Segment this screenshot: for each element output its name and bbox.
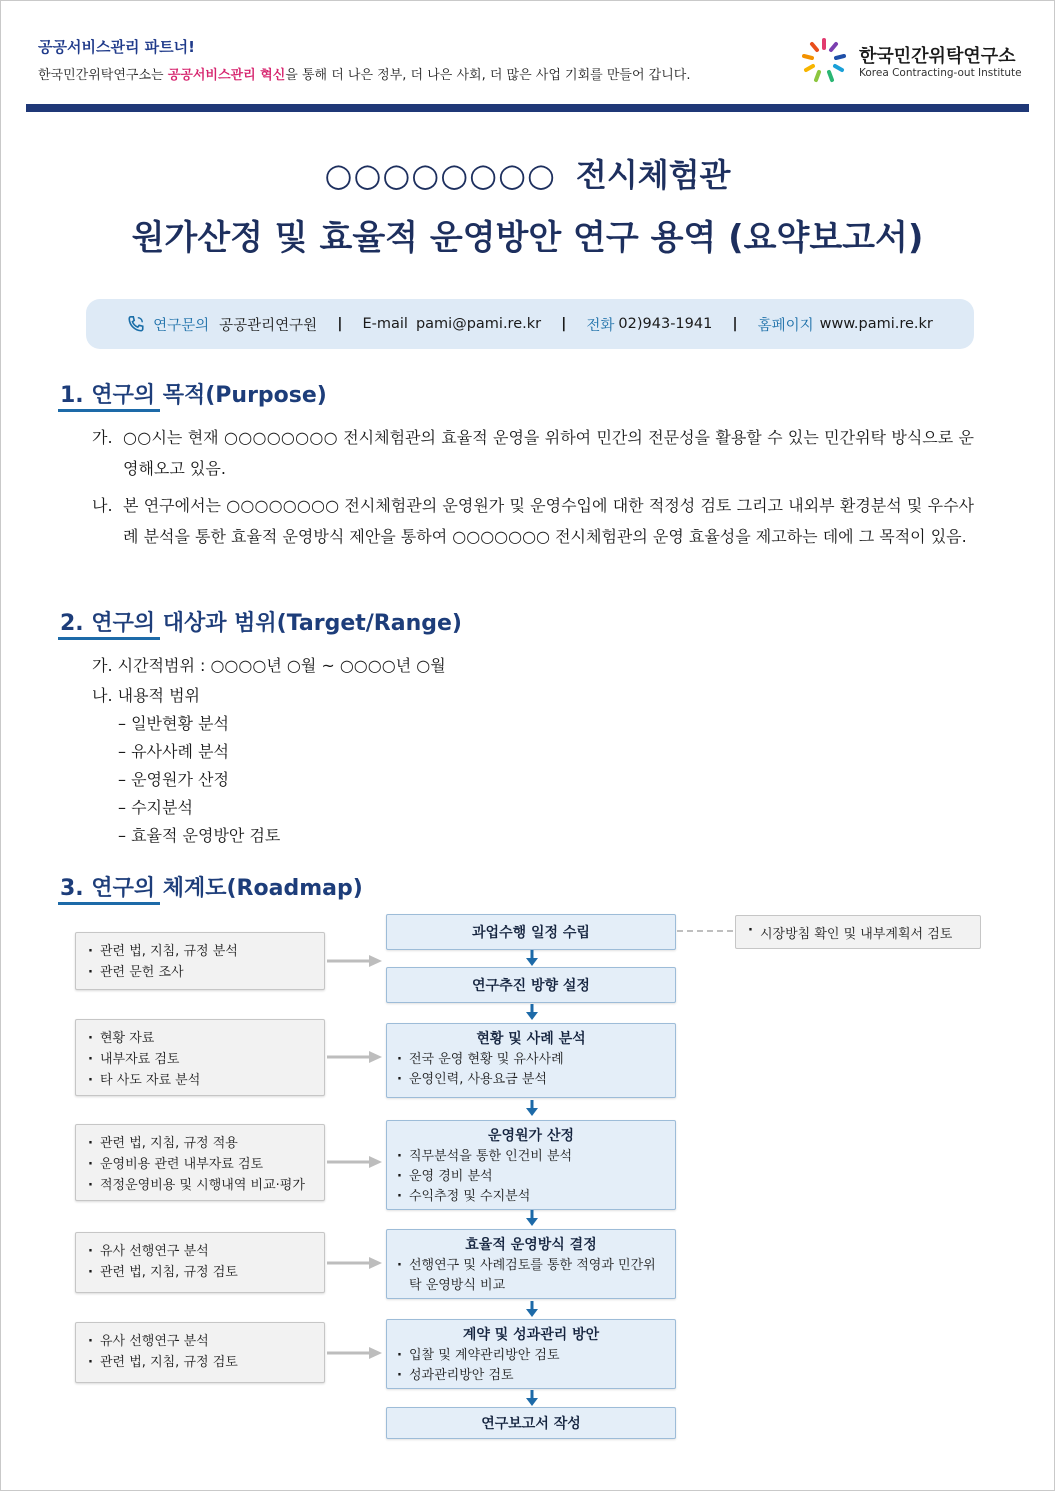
- input-item: · 유사 선행연구 분석: [86, 1241, 314, 1262]
- roadmap-input-4: [75, 1232, 325, 1293]
- desc-post: 을 통해 더 나은 정부, 더 나은 사회, 더 많은 사업 기회를 만들어 갑니다.: [285, 68, 691, 83]
- step-item: · 운영인력, 사용요금 분석: [395, 1070, 667, 1090]
- header-description: [38, 64, 690, 83]
- item-text: 본 연구에서는 ○○○○○○○○ 전시체험관의 운영원가 및 운영수입에 대한 적정성 검토 그리고 내외부 환경분석 및 우수사례 분석을 통한 효율적 운영방식 제안을 통하여 ○○○○○○○ 전시체험관의 운영 효율성을 제고하는 데에 그 목적이 있음.: [123, 496, 974, 546]
- roadmap-input-5: [75, 1322, 325, 1383]
- content-range-label: 나. 내용적 범위: [92, 686, 200, 705]
- item-text: ○○시는 현재 ○○○○○○○○ 전시체험관의 효율적 운영을 위하여 민간의 전문성을 활용할 수 있는 민간위탁 방식으로 운영해오고 있음.: [123, 428, 974, 478]
- down-arrow-icon: [524, 1390, 540, 1406]
- right-arrow-icon: [327, 1257, 382, 1269]
- phone-value: 02)943-1941: [618, 316, 713, 332]
- dashed-connector: [677, 926, 735, 936]
- header-divider-bar: [26, 104, 1029, 112]
- content-range-item: – 수지분석: [118, 798, 193, 817]
- input-item: · 관련 법, 지침, 규정 분석: [86, 941, 314, 962]
- section-2-underline: [58, 637, 160, 640]
- input-item: · 내부자료 검토: [86, 1049, 314, 1070]
- institute-logo-icon: [800, 36, 848, 84]
- phone-label: 전화: [586, 317, 615, 334]
- input-item: · 관련 법, 지침, 규정 검토: [86, 1352, 314, 1373]
- down-arrow-icon: [524, 1004, 540, 1020]
- input-item: · 현황 자료: [86, 1028, 314, 1049]
- inquiry-label: 연구문의: [153, 317, 210, 334]
- homepage-label: 홈페이지: [757, 317, 814, 334]
- roadmap-input-1: [75, 932, 325, 990]
- content-range-item: – 일반현황 분석: [118, 714, 229, 733]
- desc-pre: 한국민간위탁연구소는: [38, 68, 168, 83]
- contact-bar: [86, 299, 974, 349]
- step-title: 과업수행 일정 수립: [472, 925, 590, 941]
- separator: |: [732, 316, 738, 332]
- phone-icon: [127, 315, 145, 333]
- step-title: 운영원가 산정: [487, 1128, 575, 1144]
- roadmap-step-2: [386, 967, 676, 1003]
- item-marker: 가.: [92, 428, 113, 447]
- step-item: · 운영 경비 분석: [395, 1167, 667, 1187]
- roadmap-step-5: [386, 1229, 676, 1299]
- email-label: E-mail: [362, 316, 408, 332]
- input-item: · 관련 문헌 조사: [86, 962, 314, 983]
- title-placeholder-circles: ○○○○○○○○: [324, 156, 556, 194]
- step-title: 연구보고서 작성: [481, 1416, 581, 1432]
- input-item: · 타 사도 자료 분석: [86, 1070, 314, 1091]
- time-range: 가. 시간적범위 : ○○○○년 ○월 ~ ○○○○년 ○월: [92, 656, 446, 675]
- step-item: · 직무분석을 통한 인건비 분석: [395, 1147, 667, 1167]
- roadmap-reference-box: [735, 915, 981, 949]
- step-title: 현황 및 사례 분석: [476, 1031, 586, 1047]
- section-1-item-a: [92, 422, 974, 484]
- right-arrow-icon: [327, 955, 382, 967]
- roadmap-step-1: [386, 914, 676, 950]
- roadmap-input-3: [75, 1124, 325, 1201]
- content-range-item: – 운영원가 산정: [118, 770, 229, 789]
- right-arrow-icon: [327, 1051, 382, 1063]
- separator: |: [337, 316, 343, 332]
- roadmap-step-6: [386, 1319, 676, 1389]
- roadmap-step-4: [386, 1120, 676, 1210]
- section-3-underline: [58, 902, 160, 905]
- section-1-title: 1. 연구의 목적(Purpose): [60, 383, 327, 408]
- content-range-item: – 유사사례 분석: [118, 742, 229, 761]
- input-item: · 관련 법, 지침, 규정 검토: [86, 1262, 314, 1283]
- step-title: 계약 및 성과관리 방안: [462, 1327, 600, 1343]
- step-item: · 입찰 및 계약관리방안 검토: [395, 1346, 667, 1366]
- title-line-1: [0, 150, 1055, 196]
- title-line-1-text: 전시체험관: [575, 156, 731, 194]
- section-2-title: 2. 연구의 대상과 범위(Target/Range): [60, 611, 462, 636]
- section-1-item-b: [92, 490, 974, 552]
- roadmap-step-3: [386, 1023, 676, 1098]
- inquiry-value: 공공관리연구원: [219, 317, 318, 334]
- title-line-2: 원가산정 및 효율적 운영방안 연구 용역 (요약보고서): [131, 218, 924, 258]
- step-item: · 성과관리방안 검토: [395, 1366, 667, 1386]
- input-item: · 적정운영비용 및 시행내역 비교·평가: [86, 1175, 314, 1196]
- input-item: · 관련 법, 지침, 규정 적용: [86, 1133, 314, 1154]
- header-tagline: 공공서비스관리 파트너!: [38, 38, 195, 56]
- roadmap-input-2: [75, 1019, 325, 1096]
- content-range-item: – 효율적 운영방안 검토: [118, 826, 281, 845]
- step-item: · 수익추정 및 수지분석: [395, 1187, 667, 1207]
- step-title: 연구추진 방향 설정: [472, 978, 590, 994]
- homepage-value[interactable]: www.pami.re.kr: [819, 316, 933, 332]
- step-title: 효율적 운영방식 결정: [465, 1237, 597, 1253]
- logo-english-name: Korea Contracting-out Institute: [859, 67, 1022, 79]
- roadmap-step-7: [386, 1407, 676, 1439]
- down-arrow-icon: [524, 1100, 540, 1116]
- desc-highlight: 공공서비스관리 혁신: [167, 68, 286, 83]
- right-arrow-icon: [327, 1156, 382, 1168]
- section-1-underline: [58, 409, 160, 412]
- step-item: · 선행연구 및 사례검토를 통한 적영과 민간위탁 운영방식 비교: [395, 1256, 667, 1296]
- down-arrow-icon: [524, 1210, 540, 1226]
- right-arrow-icon: [327, 1347, 382, 1359]
- separator: |: [561, 316, 567, 332]
- down-arrow-icon: [524, 950, 540, 966]
- item-marker: 나.: [92, 496, 113, 515]
- logo-korean-name: 한국민간위탁연구소: [859, 46, 1016, 67]
- input-item: · 운영비용 관련 내부자료 검토: [86, 1154, 314, 1175]
- input-item: · 유사 선행연구 분석: [86, 1331, 314, 1352]
- email-value[interactable]: pami@pami.re.kr: [415, 316, 542, 332]
- section-3-title: 3. 연구의 체계도(Roadmap): [60, 876, 363, 901]
- down-arrow-icon: [524, 1301, 540, 1317]
- reference-item: · 시장방침 확인 및 내부계획서 검토: [746, 923, 970, 942]
- step-item: · 전국 운영 현황 및 유사사례: [395, 1050, 667, 1070]
